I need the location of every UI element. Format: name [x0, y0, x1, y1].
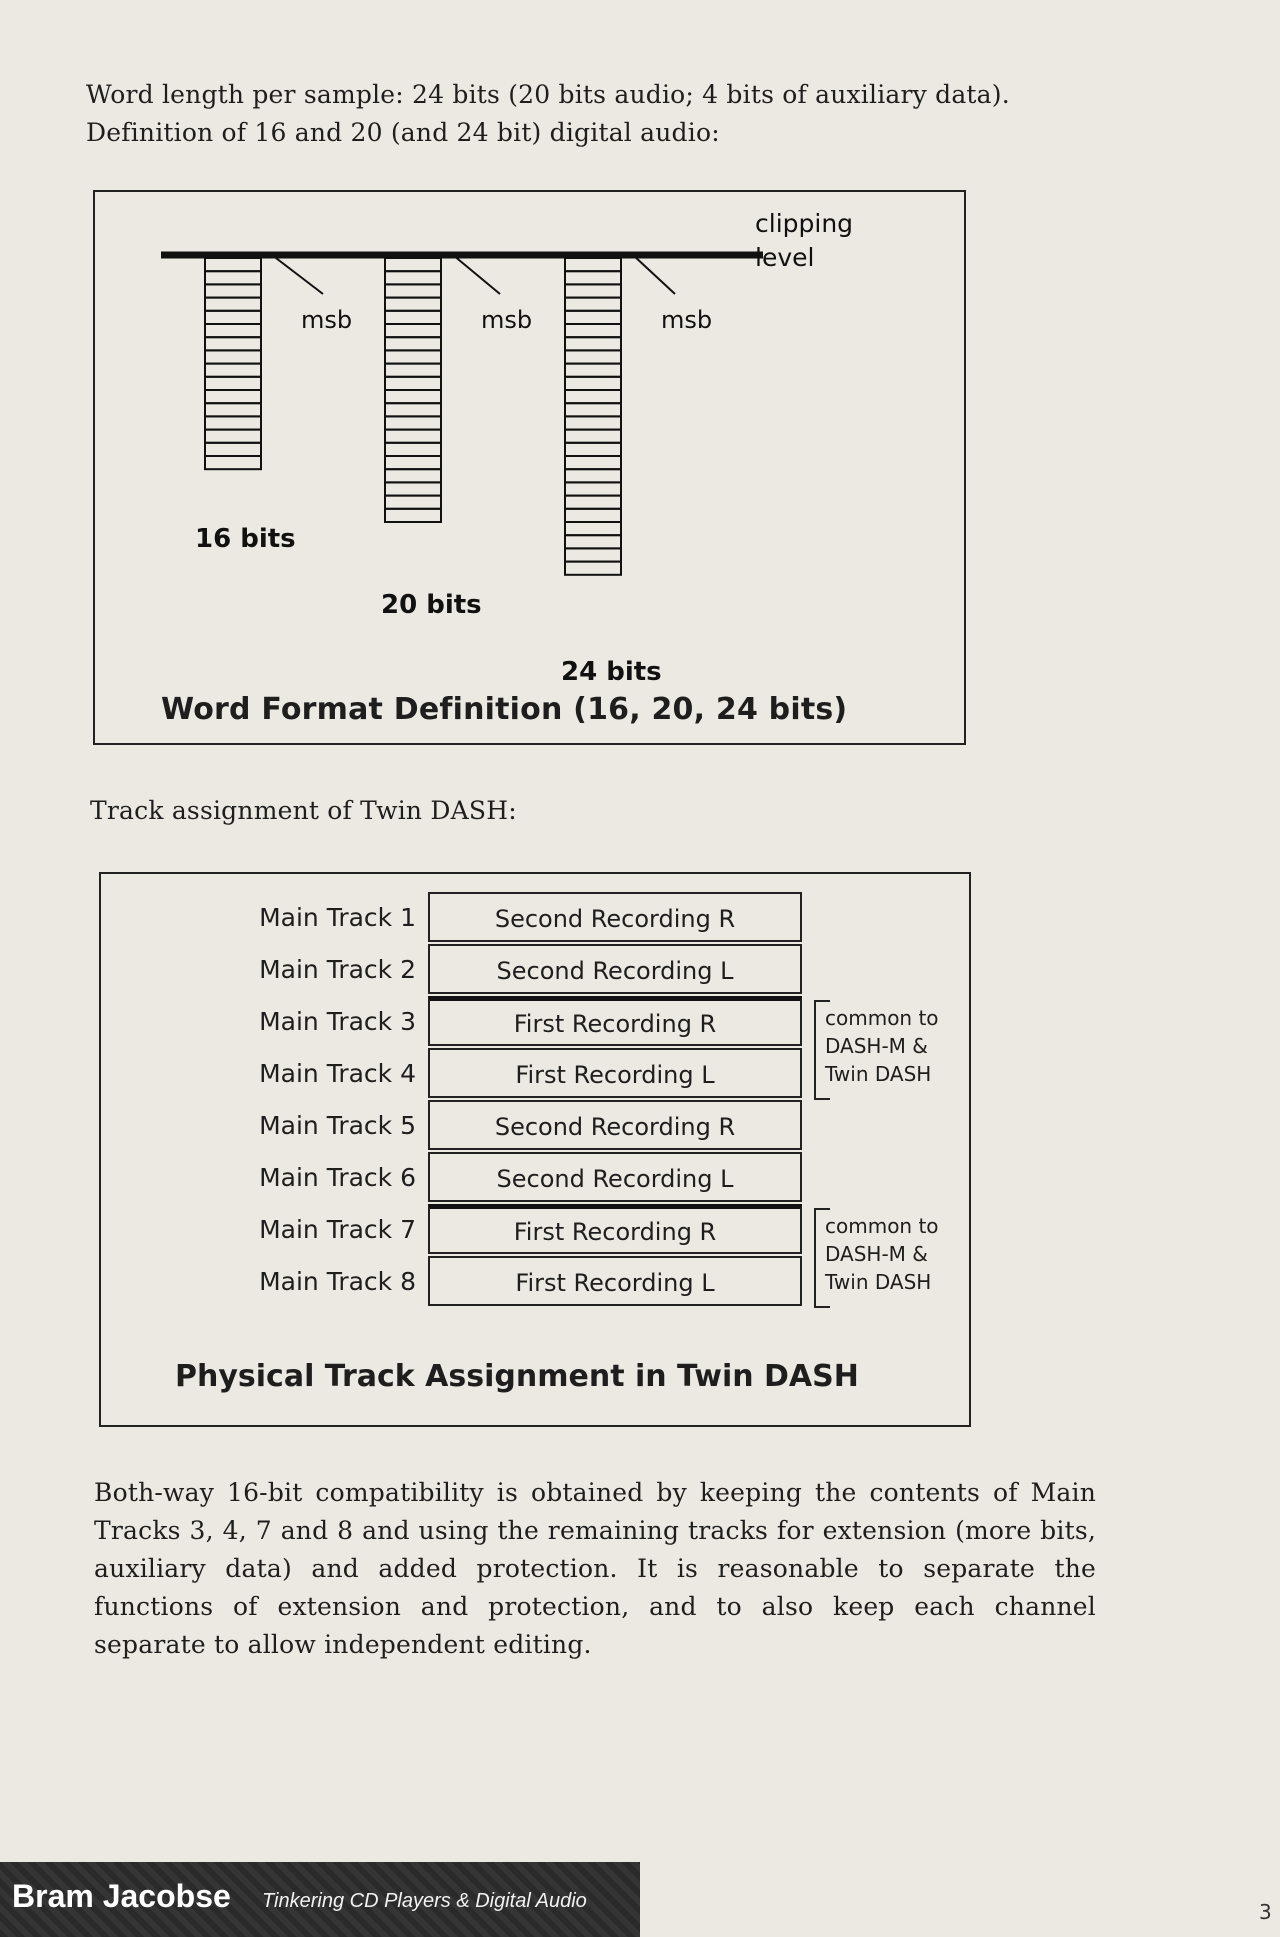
common-note-line: Twin DASH: [825, 1062, 932, 1086]
common-note-line: common to: [825, 1006, 939, 1030]
bit-column-16: [205, 258, 261, 469]
bit-cell: [205, 443, 261, 456]
bit-cell: [565, 390, 621, 403]
bit-cell: [205, 364, 261, 377]
track-name: Main Track 4: [259, 1059, 416, 1088]
common-note-line: Twin DASH: [825, 1270, 932, 1294]
track-name: Main Track 3: [259, 1007, 416, 1036]
bit-cell: [385, 364, 441, 377]
bit-cell: [565, 443, 621, 456]
intro-line-2: Definition of 16 and 20 (and 24 bit) digital audio:: [86, 118, 720, 147]
common-note-lower: [825, 1212, 965, 1296]
bit-cell: [205, 298, 261, 311]
word-format-diagram: [95, 192, 968, 747]
bit-cell: [385, 311, 441, 324]
bit-cell: [565, 548, 621, 561]
track-content: First Recording L: [428, 1048, 802, 1098]
bits-label-16: 16 bits: [195, 524, 296, 554]
track-content: First Recording R: [428, 996, 802, 1046]
intro-line-1: Word length per sample: 24 bits (20 bits audio; 4 bits of auxiliary data).: [86, 80, 1010, 109]
bit-cell: [205, 311, 261, 324]
clipping-label-line2: level: [755, 243, 815, 272]
track-content: Second Recording R: [428, 892, 802, 942]
banner-tagline: Tinkering CD Players & Digital Audio: [262, 1890, 587, 1912]
twin-dash-heading: Track assignment of Twin DASH:: [90, 796, 517, 825]
common-note-line: DASH-M &: [825, 1034, 928, 1058]
bit-cell: [385, 430, 441, 443]
common-note-upper: [825, 1004, 965, 1088]
bit-cell: [565, 337, 621, 350]
bits-label-24: 24 bits: [561, 657, 662, 687]
bit-cell: [565, 403, 621, 416]
track-content: Second Recording L: [428, 1152, 802, 1202]
bit-cell: [385, 377, 441, 390]
twin-dash-caption: Physical Track Assignment in Twin DASH: [175, 1359, 859, 1394]
msb-label-3: msb: [661, 306, 713, 334]
bit-cell: [385, 403, 441, 416]
bit-cell: [565, 258, 621, 271]
page-number: 3: [1259, 1900, 1272, 1924]
bit-cell: [385, 456, 441, 469]
track-name: Main Track 5: [259, 1111, 416, 1140]
bit-cell: [385, 324, 441, 337]
msb-pointer-2: [453, 255, 500, 294]
track-name: Main Track 6: [259, 1163, 416, 1192]
bit-cell: [205, 324, 261, 337]
bit-cell: [565, 496, 621, 509]
bit-cell: [565, 430, 621, 443]
bit-cell: [205, 456, 261, 469]
bit-cell: [385, 284, 441, 297]
bit-cell: [205, 350, 261, 363]
bit-cell: [565, 271, 621, 284]
twin-dash-figure: [99, 872, 971, 1427]
word-format-figure: [93, 190, 966, 745]
watermark-banner: [0, 1862, 640, 1937]
bit-cell: [385, 350, 441, 363]
bit-cell: [565, 298, 621, 311]
common-note-line: DASH-M &: [825, 1242, 928, 1266]
bit-cell: [565, 324, 621, 337]
bit-cell: [205, 284, 261, 297]
bit-cell: [385, 271, 441, 284]
bits-label-20: 20 bits: [381, 590, 482, 620]
clipping-label-line1: clipping: [755, 209, 854, 238]
bit-cell: [565, 364, 621, 377]
track-name: Main Track 1: [259, 903, 416, 932]
track-row: [101, 1100, 969, 1152]
bit-cell: [205, 416, 261, 429]
intro-text: [86, 76, 1116, 152]
bit-cell: [385, 337, 441, 350]
bit-column-24: [565, 258, 621, 575]
bit-cell: [565, 562, 621, 575]
bit-cell: [385, 416, 441, 429]
word-format-caption: Word Format Definition (16, 20, 24 bits): [161, 692, 848, 727]
track-row: [101, 1152, 969, 1204]
bit-cell: [205, 390, 261, 403]
bit-cell: [565, 535, 621, 548]
bit-cell: [385, 443, 441, 456]
track-content: Second Recording L: [428, 944, 802, 994]
bit-cell: [205, 337, 261, 350]
bit-column-20: [385, 258, 441, 522]
bit-cell: [385, 390, 441, 403]
bit-cell: [205, 403, 261, 416]
bit-cell: [385, 258, 441, 271]
bit-cell: [565, 284, 621, 297]
common-note-line: common to: [825, 1214, 939, 1238]
banner-name: Bram Jacobse: [12, 1878, 231, 1914]
bit-cell: [385, 298, 441, 311]
bit-cell: [565, 522, 621, 535]
bit-cell: [385, 509, 441, 522]
track-name: Main Track 2: [259, 955, 416, 984]
compatibility-paragraph: Both-way 16-bit compatibility is obtained by keeping the contents of Main Tracks 3, 4, 7 and 8 and using the remaining tracks for extension (more bits, auxiliary data) and added protection. It is reasonable to separate the functions of extension and protection, and to also keep each channel separate to allow independent editing.: [94, 1478, 1096, 1659]
track-row: [101, 892, 969, 944]
bit-cell: [565, 377, 621, 390]
bit-cell: [565, 509, 621, 522]
track-content: First Recording L: [428, 1256, 802, 1306]
msb-pointer-3: [633, 255, 675, 294]
track-content: First Recording R: [428, 1204, 802, 1254]
bit-cell: [205, 258, 261, 271]
track-name: Main Track 8: [259, 1267, 416, 1296]
bit-cell: [565, 350, 621, 363]
msb-label-1: msb: [301, 306, 353, 334]
bit-cell: [565, 469, 621, 482]
bit-cell: [565, 482, 621, 495]
msb-label-2: msb: [481, 306, 533, 334]
bit-cell: [565, 456, 621, 469]
bit-cell: [205, 377, 261, 390]
track-name: Main Track 7: [259, 1215, 416, 1244]
bit-cell: [205, 430, 261, 443]
track-content: Second Recording R: [428, 1100, 802, 1150]
bit-cell: [565, 416, 621, 429]
bit-cell: [565, 311, 621, 324]
track-row: [101, 944, 969, 996]
bit-cell: [385, 469, 441, 482]
bit-cell: [385, 482, 441, 495]
msb-pointer-1: [272, 255, 323, 294]
bit-cell: [205, 271, 261, 284]
bit-cell: [385, 496, 441, 509]
